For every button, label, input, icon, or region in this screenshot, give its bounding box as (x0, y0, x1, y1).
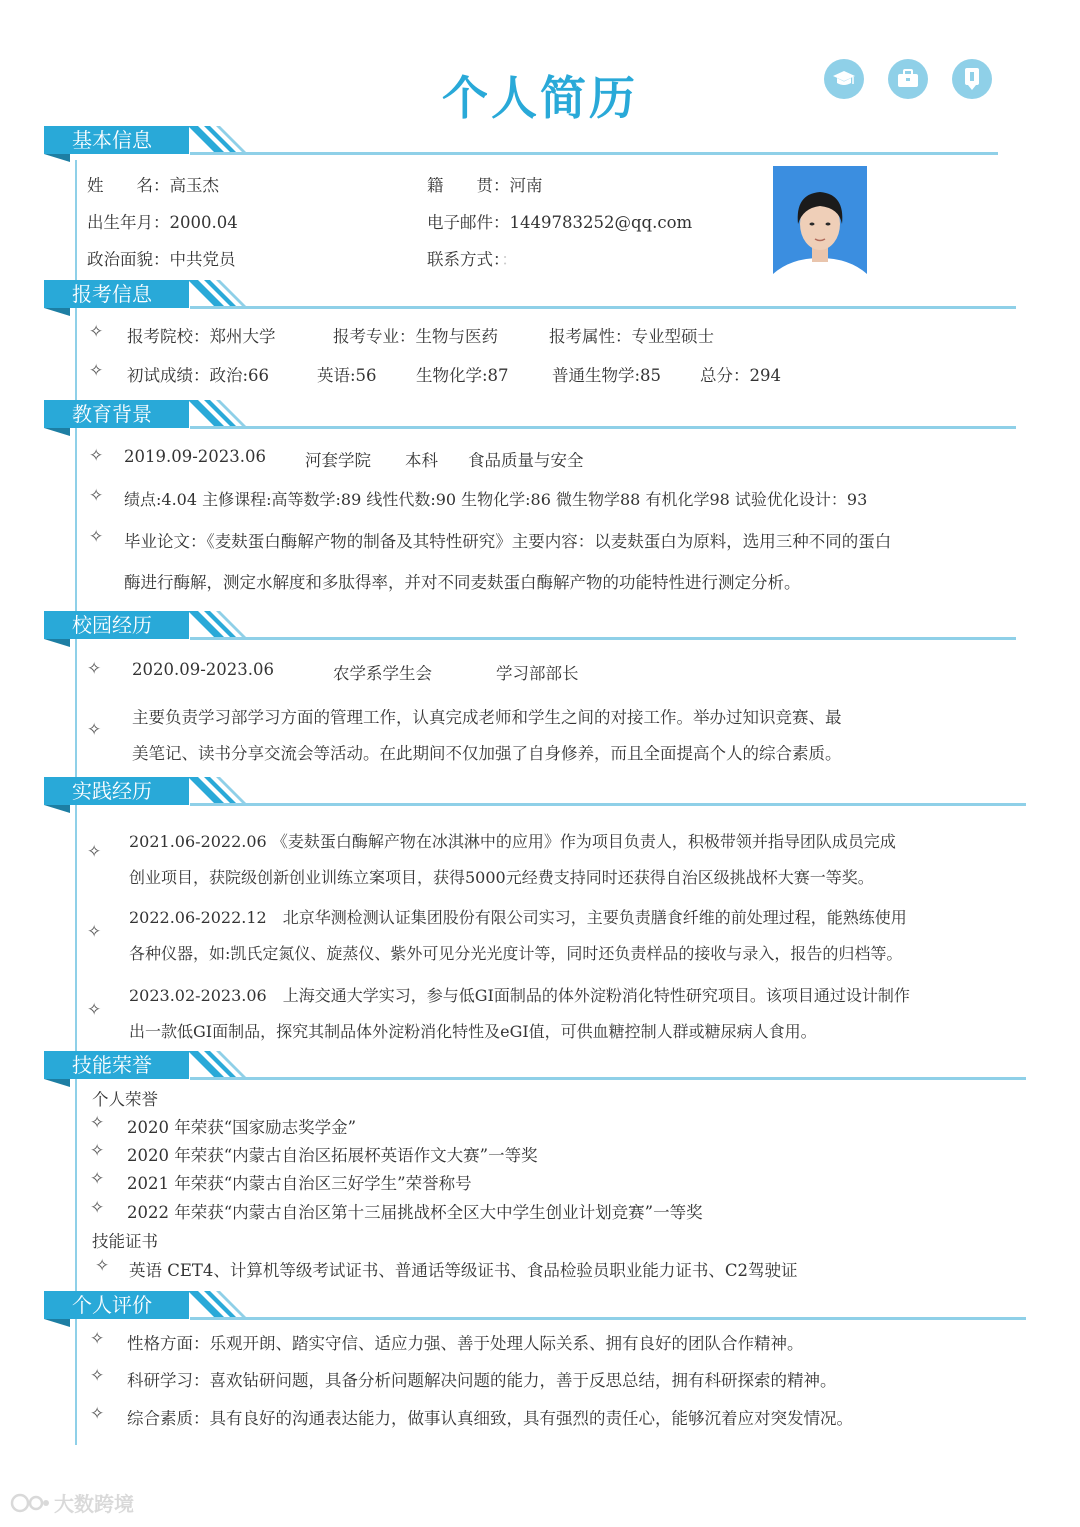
edu-courses: 绩点:4.04 主修课程:高等数学:89 线性代数:90 生物化学:86 微生物学88 有机化学98 试验优化设计：93 (124, 490, 868, 509)
practice-3-line2: 出一款低GI面制品，探究其制品体外淀粉消化特性及eGI值，可供血糖控制人群或糖尿病人食用。 (129, 1022, 817, 1041)
section-header-basic (40, 126, 1000, 166)
campus-role: 学习部部长 (496, 664, 579, 683)
edu-thesis-line2: 酶进行酶解，测定水解度和多肽得率，并对不同麦麸蛋白酶解产物的功能特性进行测定分析。 (124, 573, 801, 592)
badge-icon (952, 59, 992, 99)
graduation-cap-icon (824, 59, 864, 99)
section-header-evaluation (40, 1291, 1030, 1331)
cert-list: 英语 CET4、计算机等级考试证书、普通话等级证书、食品检验员职业能力证书、C2驾驶证 (129, 1261, 798, 1280)
bullet-icon: ✧ (90, 1169, 105, 1189)
bullet-icon: ✧ (89, 486, 104, 506)
bullet-icon: ✧ (90, 1141, 105, 1161)
bullet-icon: ✧ (90, 1329, 105, 1349)
bullet-icon: ✧ (90, 1404, 105, 1424)
eval-item: 性格方面：乐观开朗、踏实守信、适应力强、善于处理人际关系、拥有良好的团队合作精神。 (127, 1334, 804, 1353)
campus-desc-line2: 美笔记、读书分享交流会等活动。在此期间不仅加强了自身修养，而且全面提高个人的综合素质。 (132, 744, 842, 763)
basic-name: 姓 名：高玉杰 (87, 176, 219, 195)
bullet-icon: ✧ (87, 922, 102, 942)
exam-english: 英语:56 (317, 366, 377, 385)
practice-1-line2: 创业项目，获院级创新创业训练立案项目，获得5000元经费支持同时还获得自治区级挑战杯大赛一等奖。 (129, 868, 874, 887)
bullet-icon: ✧ (89, 446, 104, 466)
bullet-icon: ✧ (87, 842, 102, 862)
basic-contact: 联系方式：： (427, 250, 518, 269)
bullet-icon: ✧ (89, 361, 104, 381)
section-title: 教育背景 (44, 400, 189, 428)
campus-org: 农学系学生会 (333, 664, 432, 683)
bullet-icon: ✧ (90, 1113, 105, 1133)
bullet-icon: ✧ (95, 1256, 110, 1276)
watermark-logo-icon (10, 1490, 50, 1516)
practice-2-line1: 2022.06-2022.12 北京华测检测认证集团股份有限公司实习，主要负责膳食纤维的前处理过程，能熟练使用 (129, 908, 907, 927)
exam-biochem: 生物化学:87 (416, 366, 509, 385)
campus-desc-line1: 主要负责学习部学习方面的管理工作，认真完成老师和学生之间的对接工作。举办过知识竞赛、最 (132, 708, 842, 727)
edu-period: 2019.09-2023.06 (124, 447, 267, 466)
section-header-practice (40, 777, 1030, 817)
edu-thesis-line1: 毕业论文：《麦麸蛋白酶解产物的制备及其特性研究》主要内容：以麦麸蛋白为原料，选用三种不同的蛋白 (124, 532, 892, 551)
section-header-skills (40, 1051, 1030, 1091)
exam-major: 报考专业：生物与医药 (333, 327, 498, 346)
exam-biology: 普通生物学:85 (552, 366, 662, 385)
section-title: 基本信息 (44, 126, 189, 154)
section-header-education (40, 400, 1020, 440)
profile-photo (773, 166, 867, 294)
basic-origin: 籍 贯：河南 (427, 176, 543, 195)
exam-type: 报考属性：专业型硕士 (549, 327, 714, 346)
edu-major: 食品质量与安全 (468, 451, 584, 470)
basic-email: 电子邮件：1449783252@qq.com (427, 213, 693, 232)
campus-period: 2020.09-2023.06 (132, 660, 275, 679)
cert-title: 技能证书 (92, 1232, 158, 1251)
exam-total: 总分：294 (700, 366, 781, 385)
bullet-icon: ✧ (87, 1000, 102, 1020)
edu-degree: 本科 (405, 451, 438, 470)
eval-item: 综合素质：具有良好的沟通表达能力，做事认真细致，具有强烈的责任心，能够沉着应对突发情况。 (127, 1409, 853, 1428)
briefcase-icon (888, 59, 928, 99)
eval-item: 科研学习：喜欢钻研问题，具备分析问题解决问题的能力，善于反思总结，拥有科研探索的精神。 (127, 1371, 837, 1390)
section-header-exam (40, 280, 1020, 320)
practice-1-line1: 2021.06-2022.06 《麦麸蛋白酶解产物在冰淇淋中的应用》作为项目负责人，积极带领并指导团队成员完成 (129, 832, 896, 851)
section-title: 技能荣誉 (44, 1051, 189, 1079)
basic-political: 政治面貌：中共党员 (87, 250, 236, 269)
section-title: 实践经历 (44, 777, 189, 805)
page-title: 个人简历 (442, 71, 638, 125)
watermark: 大数跨境 (10, 1488, 134, 1517)
bullet-icon: ✧ (90, 1198, 105, 1218)
section-title: 报考信息 (44, 280, 189, 308)
bullet-icon: ✧ (87, 659, 102, 679)
bullet-icon: ✧ (87, 720, 102, 740)
bullet-icon: ✧ (89, 527, 104, 547)
section-header-campus (40, 611, 1020, 651)
honor-item: 2020 年荣获“内蒙古自治区拓展杯英语作文大赛”一等奖 (127, 1146, 538, 1165)
honor-item: 2020 年荣获“国家励志奖学金” (127, 1118, 357, 1137)
bullet-icon: ✧ (90, 1366, 105, 1386)
exam-school: 报考院校：郑州大学 (127, 327, 276, 346)
honor-item: 2021 年荣获“内蒙古自治区三好学生”荣誉称号 (127, 1174, 472, 1193)
edu-school: 河套学院 (305, 451, 371, 470)
honor-item: 2022 年荣获“内蒙古自治区第十三届挑战杯全区大中学生创业计划竞赛”一等奖 (127, 1203, 703, 1222)
bullet-icon: ✧ (89, 322, 104, 342)
section-title: 校园经历 (44, 611, 189, 639)
exam-score: 初试成绩：政治:66 (127, 366, 270, 385)
practice-3-line1: 2023.02-2023.06 上海交通大学实习，参与低GI面制品的体外淀粉消化特性研究项目。该项目通过设计制作 (129, 986, 910, 1005)
basic-birth: 出生年月：2000.04 (87, 213, 238, 232)
practice-2-line2: 各种仪器，如:凯氏定氮仪、旋蒸仪、紫外可见分光光度计等，同时还负责样品的接收与录入，报告的归档等。 (129, 944, 903, 963)
honors-title: 个人荣誉 (92, 1090, 158, 1109)
section-title: 个人评价 (44, 1291, 189, 1319)
